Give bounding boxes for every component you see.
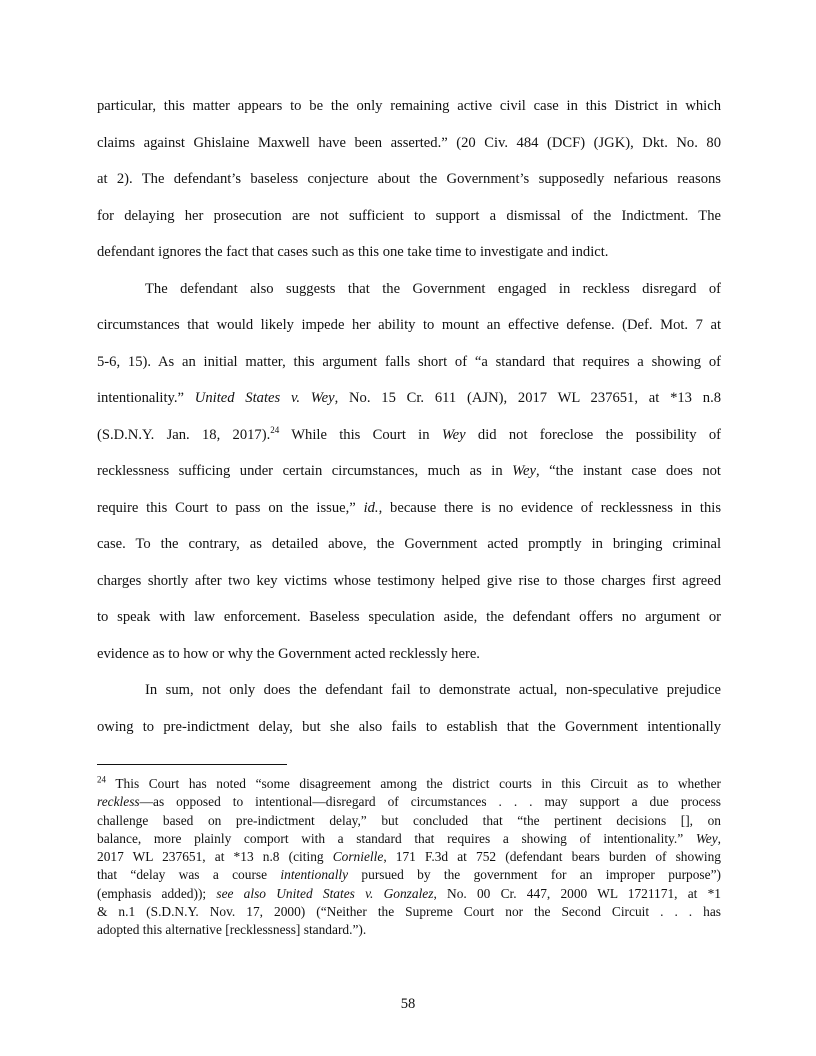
body-line — [97, 422, 721, 459]
body-line — [97, 677, 721, 714]
footnote-line — [97, 921, 721, 939]
text-run: at 2). The defendant’s baseless conjecture about the Government’s supposedly nefarious reasons — [97, 171, 721, 187]
footnote-24 — [97, 775, 721, 940]
text-run: defendant ignores the fact that cases such as this one take time to investigate and indict. — [97, 244, 609, 260]
text-run: require this Court to pass on the issue,” — [97, 499, 364, 516]
body-line — [97, 568, 721, 605]
page-number: 58 — [400, 996, 416, 1012]
text-run: While this Court in — [279, 426, 442, 443]
footnote-marker: 24 — [97, 775, 106, 785]
italic-text: intentionally — [280, 867, 349, 883]
italic-text: Wey — [695, 830, 718, 846]
body-line — [97, 276, 721, 313]
body-line — [97, 203, 721, 240]
text-run: did not foreclose the possibility of — [465, 426, 721, 443]
text-run: that “delay was a course — [97, 867, 281, 883]
text-run: 5-6, 15). As an initial matter, this argument falls short of “a standard that requires a showing of — [97, 353, 721, 370]
footnote-line — [97, 903, 721, 921]
text-run: The defendant also suggests that the Government engaged in reckless disregard of — [145, 280, 721, 297]
footnote-line — [97, 830, 721, 848]
italic-text: United States v. Wey — [194, 390, 335, 406]
body-line — [97, 641, 721, 678]
text-run: balance, more plainly comport with a standard that requires a showing of intentionality.” — [97, 830, 696, 846]
body-line — [97, 604, 721, 641]
text-run: intentionality.” — [97, 390, 195, 406]
text-run: evidence as to how or why the Government acted recklessly here. — [97, 645, 480, 662]
body-line — [97, 93, 721, 130]
body-line — [97, 531, 721, 568]
text-run: case. To the contrary, as detailed above, the Government acted promptly in bringing criminal — [97, 536, 721, 552]
italic-text: reckless — [97, 794, 140, 810]
text-run: owing to pre-indictment delay, but she also fails to establish that the Government intentionally — [97, 718, 721, 735]
text-run: & n.1 (S.D.N.Y. Nov. 17, 2000) (“Neither the Supreme Court nor the Second Circuit . . . has — [97, 904, 721, 920]
text-run: , No. 00 Cr. 447, 2000 WL 1721171, at *1 — [433, 885, 721, 901]
text-run: , No. 15 Cr. 611 (AJN), 2017 WL 237651, at *13 n.8 — [334, 390, 721, 406]
text-run: to speak with law enforcement. Baseless speculation aside, the defendant offers no argument or — [97, 609, 721, 625]
italic-text: id. — [363, 499, 379, 516]
footnote-line — [97, 866, 721, 884]
text-run: , “the instant case does not — [535, 463, 721, 479]
body-line — [97, 495, 721, 532]
text-run: recklessness sufficing under certain circumstances, much as in — [97, 463, 513, 479]
body-line — [97, 130, 721, 167]
text-run: charges shortly after two key victims whose testimony helped give rise to those charges first agreed — [97, 572, 721, 589]
footnote-line — [97, 848, 721, 866]
footnote-line — [97, 775, 721, 793]
footnote-marker: 24 — [270, 424, 280, 435]
text-run: 2017 WL 237651, at *13 n.8 (citing — [97, 849, 333, 865]
text-run: for delaying her prosecution are not sufficient to support a dismissal of the Indictment. The — [97, 207, 721, 224]
footnote-line — [97, 812, 721, 830]
body-line — [97, 166, 721, 203]
footnote-line — [97, 885, 721, 903]
body-text — [97, 93, 721, 750]
text-run: challenge based on pre-indictment delay,” but concluded that “the pertinent decisions [], on — [97, 812, 721, 828]
text-run: , — [717, 830, 721, 846]
text-run: —as opposed to intentional—disregard of circumstances . . . may support a due process — [139, 794, 721, 810]
italic-text: see also United States v. Gonzalez — [216, 885, 434, 901]
text-run: (S.D.N.Y. Jan. 18, 2017). — [97, 426, 271, 443]
body-line — [97, 349, 721, 386]
text-run: pursued by the government for an improper purpose”) — [348, 867, 721, 883]
body-line — [97, 312, 721, 349]
text-run: This Court has noted “some disagreement among the district courts in this Circuit as to whether — [106, 776, 721, 791]
text-run: claims against Ghislaine Maxwell have been asserted.” (20 Civ. 484 (DCF) (JGK), Dkt. No. 80 — [97, 134, 721, 151]
body-line — [97, 239, 721, 276]
italic-text: Wey — [441, 426, 466, 443]
text-run: circumstances that would likely impede her ability to mount an effective defense. (Def. Mot. 7 at — [97, 317, 721, 333]
body-line — [97, 385, 721, 422]
text-run: , 171 F.3d at 752 (defendant bears burden of showing — [383, 849, 721, 865]
body-line — [97, 714, 721, 751]
text-run: (emphasis added)); — [97, 885, 217, 901]
text-run: adopted this alternative [recklessness] standard.”). — [97, 922, 367, 938]
italic-text: Cornielle — [332, 849, 384, 865]
italic-text: Wey — [512, 463, 536, 479]
footnote-line — [97, 793, 721, 811]
text-run: In sum, not only does the defendant fail to demonstrate actual, non-speculative prejudice — [145, 682, 721, 698]
text-run: particular, this matter appears to be the only remaining active civil case in this District in which — [97, 98, 721, 114]
footnote-separator — [97, 764, 287, 765]
text-run: , because there is no evidence of recklessness in this — [378, 499, 721, 516]
body-line — [97, 458, 721, 495]
